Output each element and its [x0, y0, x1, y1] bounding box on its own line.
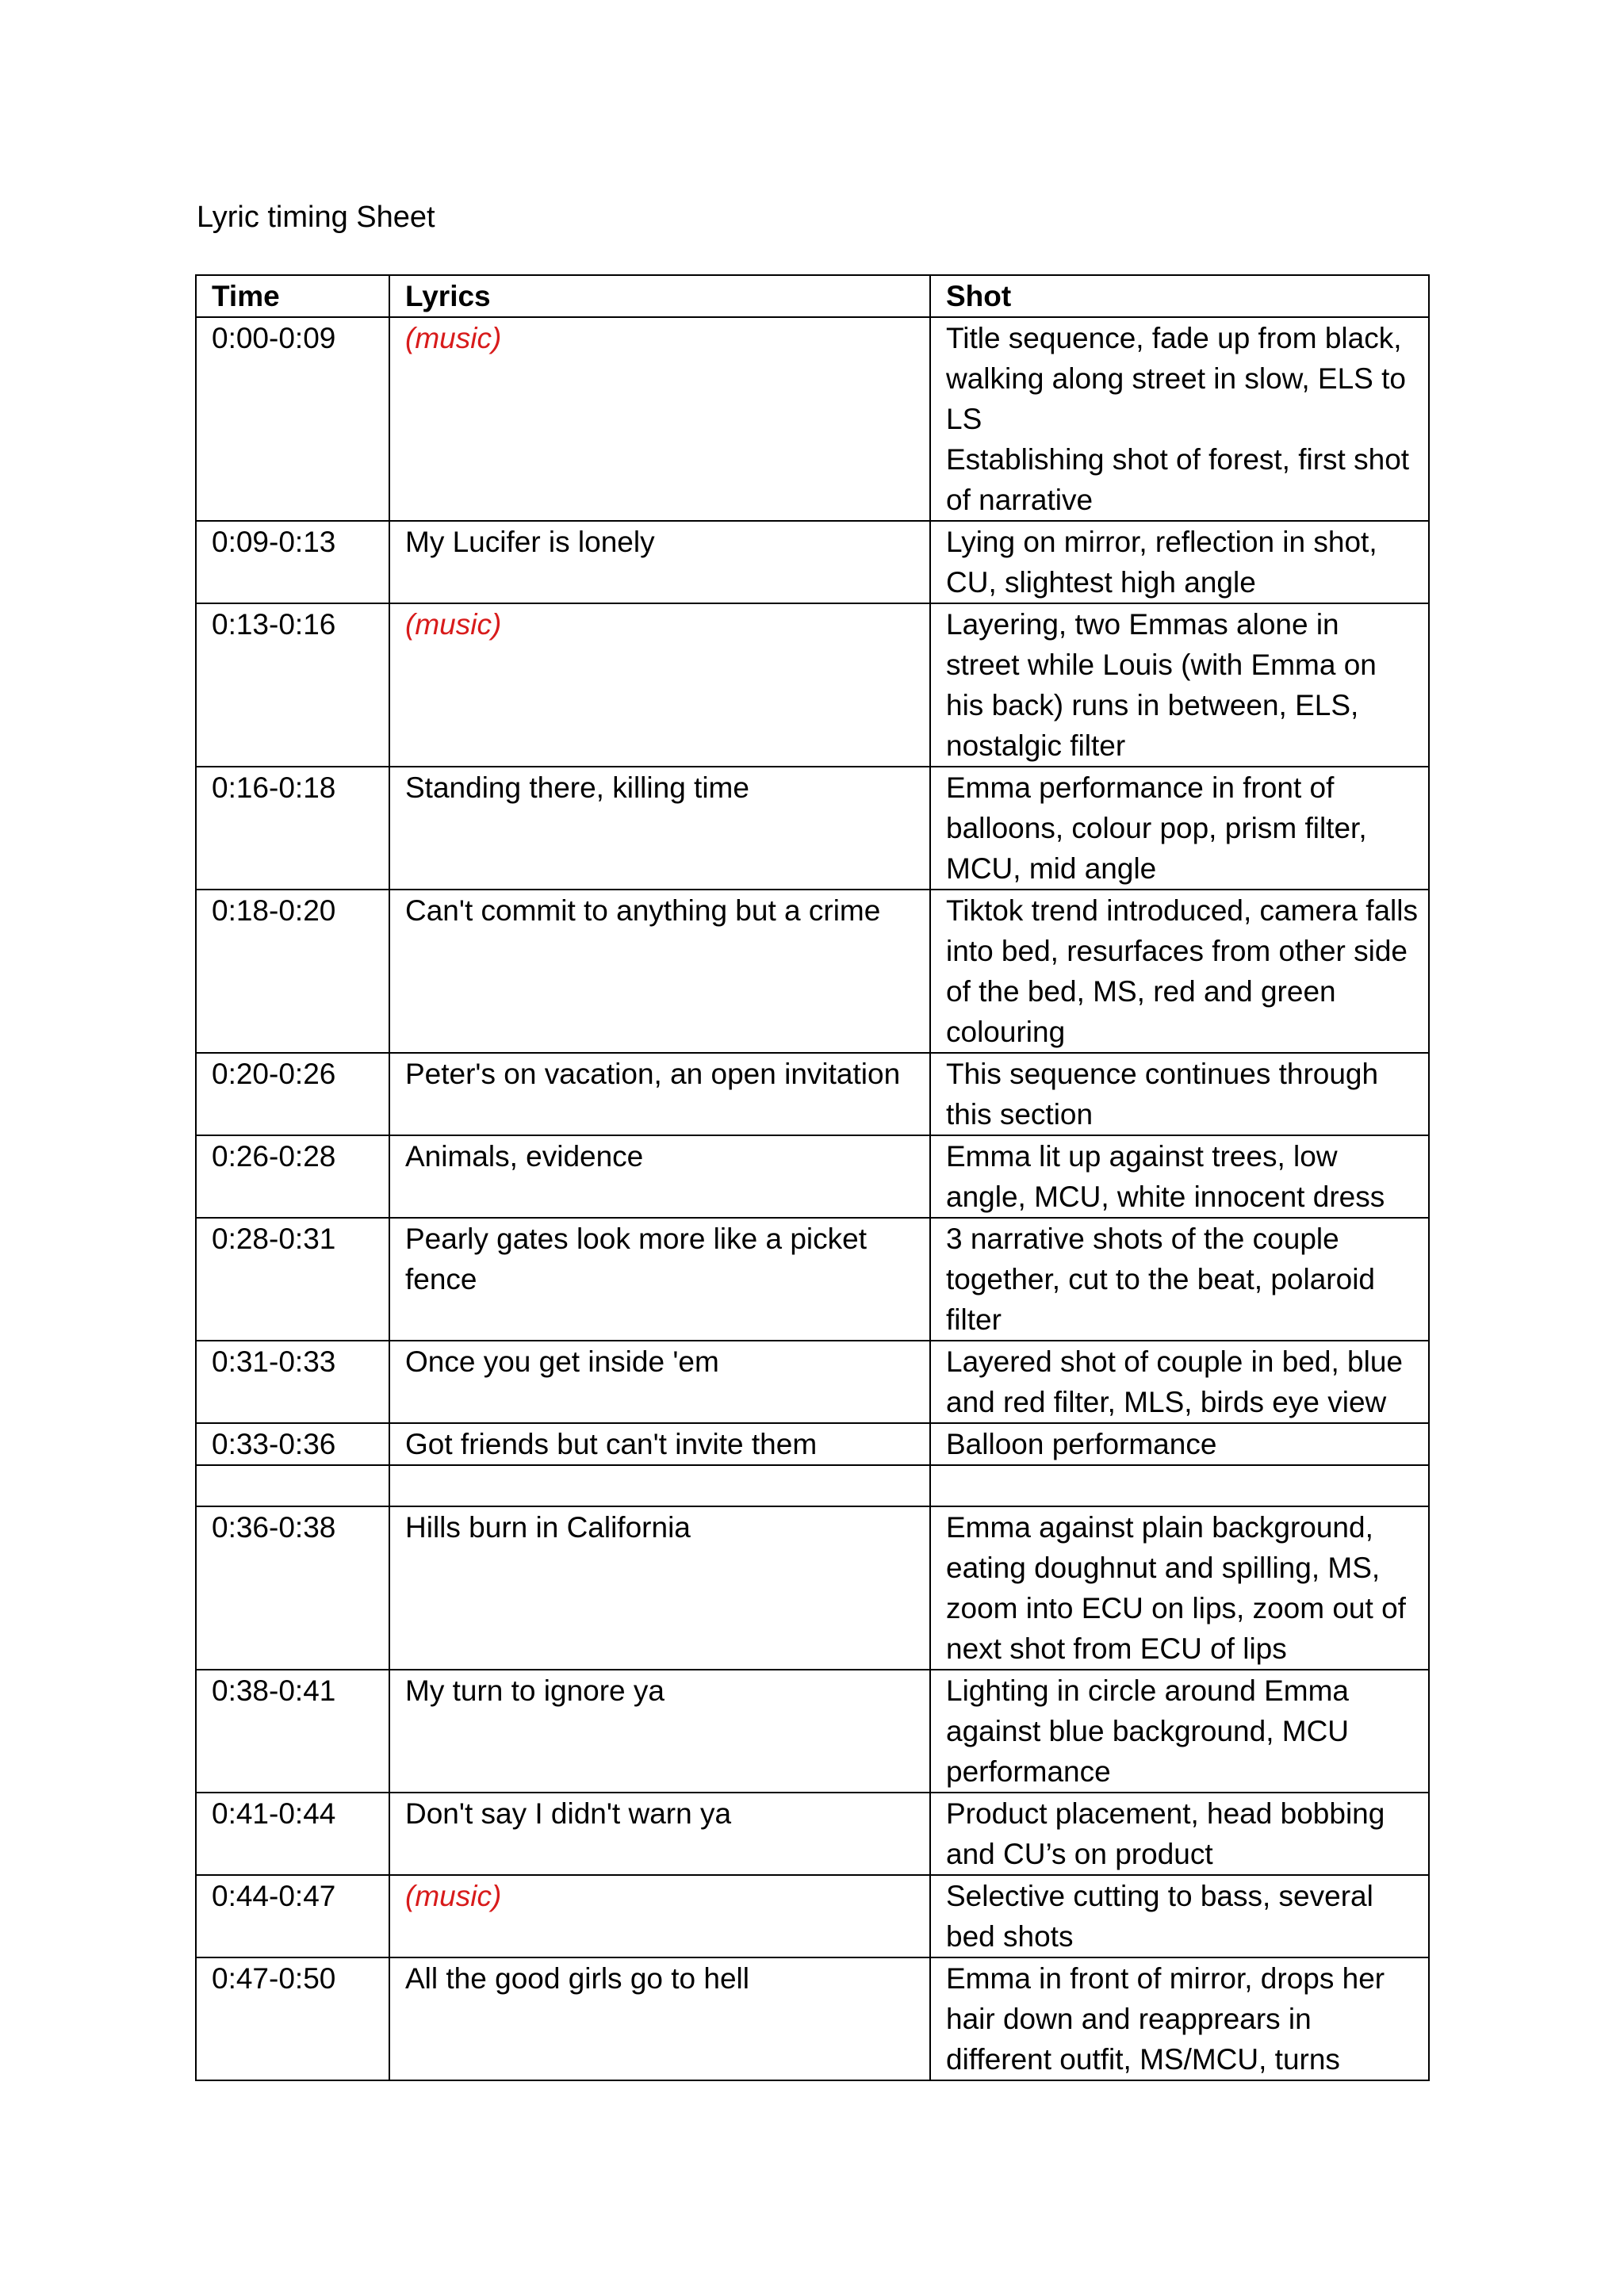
shot-description: Emma against plain background, eating doughnut and spilling, MS, zoom into ECU on lips, zoom out of next shot from ECU of lips [946, 1511, 1406, 1665]
table-row [196, 890, 1429, 1053]
header-lyrics: Lyrics [389, 275, 930, 317]
shot-description: Tiktok trend introduced, camera falls into bed, resurfaces from other side of the bed, MS, red and green colouring [946, 894, 1418, 1048]
table-row [196, 767, 1429, 890]
cell-shot [930, 1506, 1429, 1670]
cell-shot [930, 1465, 1429, 1506]
table-body [196, 317, 1429, 2080]
shot-description-extra: Establishing shot of forest, first shot of narrative [946, 443, 1410, 516]
cell-lyrics: Don't say I didn't warn ya [389, 1793, 930, 1875]
shot-description: Title sequence, fade up from black, walking along street in slow, ELS to LS [946, 322, 1406, 435]
table-row [196, 1465, 1429, 1506]
table-row [196, 1135, 1429, 1218]
cell-lyrics: Got friends but can't invite them [389, 1423, 930, 1465]
cell-shot [930, 317, 1429, 521]
cell-shot [930, 1957, 1429, 2080]
header-shot: Shot [930, 275, 1429, 317]
cell-lyrics: My Lucifer is lonely [389, 521, 930, 603]
cell-time: 0:47-0:50 [196, 1957, 389, 2080]
table-row [196, 1670, 1429, 1793]
table-row [196, 1218, 1429, 1341]
shot-description: Selective cutting to bass, several bed shots [946, 1880, 1373, 1953]
cell-time: 0:20-0:26 [196, 1053, 389, 1135]
cell-shot [930, 1135, 1429, 1218]
table-row [196, 1506, 1429, 1670]
cell-time: 0:38-0:41 [196, 1670, 389, 1793]
shot-description: Product placement, head bobbing and CU’s on product [946, 1797, 1385, 1870]
shot-description: Emma in front of mirror, drops her hair down and reapprears in different outfit, MS/MCU, turns [946, 1962, 1385, 2076]
cell-shot [930, 890, 1429, 1053]
cell-shot [930, 521, 1429, 603]
cell-shot [930, 1423, 1429, 1465]
cell-time: 0:18-0:20 [196, 890, 389, 1053]
cell-lyrics: Standing there, killing time [389, 767, 930, 890]
cell-shot [930, 1670, 1429, 1793]
shot-description: Emma lit up against trees, low angle, MCU, white innocent dress [946, 1140, 1385, 1213]
cell-time: 0:26-0:28 [196, 1135, 389, 1218]
cell-shot [930, 1218, 1429, 1341]
shot-description: Layered shot of couple in bed, blue and red filter, MLS, birds eye view [946, 1345, 1403, 1418]
cell-shot [930, 1053, 1429, 1135]
cell-time: 0:36-0:38 [196, 1506, 389, 1670]
table-row [196, 1423, 1429, 1465]
cell-time: 0:16-0:18 [196, 767, 389, 890]
shot-description: This sequence continues through this section [946, 1058, 1379, 1131]
cell-time: 0:44-0:47 [196, 1875, 389, 1957]
cell-lyrics: Once you get inside 'em [389, 1341, 930, 1423]
shot-description: 3 narrative shots of the couple together, cut to the beat, polaroid filter [946, 1223, 1375, 1336]
shot-description: Lying on mirror, reflection in shot, CU, slightest high angle [946, 526, 1377, 599]
cell-shot [930, 1875, 1429, 1957]
table-row [196, 1957, 1429, 2080]
shot-description: Lighting in circle around Emma against blue background, MCU performance [946, 1674, 1350, 1788]
lyric-timing-table [195, 274, 1430, 2081]
table-row [196, 521, 1429, 603]
shot-description: Layering, two Emmas alone in street while Louis (with Emma on his back) runs in between, ELS, nostalgic filter [946, 608, 1377, 762]
cell-time: 0:31-0:33 [196, 1341, 389, 1423]
table-header-row [196, 275, 1429, 317]
cell-lyrics: Animals, evidence [389, 1135, 930, 1218]
cell-time: 0:09-0:13 [196, 521, 389, 603]
shot-description: Emma performance in front of balloons, colour pop, prism filter, MCU, mid angle [946, 771, 1367, 885]
shot-description: Balloon performance [946, 1428, 1217, 1460]
table-row [196, 1341, 1429, 1423]
cell-lyrics-music: (music) [389, 603, 930, 767]
cell-lyrics: All the good girls go to hell [389, 1957, 930, 2080]
table-row [196, 317, 1429, 521]
cell-lyrics-music: (music) [389, 1875, 930, 1957]
cell-lyrics: Hills burn in California [389, 1506, 930, 1670]
cell-lyrics: My turn to ignore ya [389, 1670, 930, 1793]
table-row [196, 603, 1429, 767]
cell-lyrics: Peter's on vacation, an open invitation [389, 1053, 930, 1135]
cell-time: 0:33-0:36 [196, 1423, 389, 1465]
cell-time: 0:41-0:44 [196, 1793, 389, 1875]
page-title: Lyric timing Sheet [197, 201, 435, 234]
table-row [196, 1875, 1429, 1957]
table-row [196, 1793, 1429, 1875]
cell-lyrics-music: (music) [389, 317, 930, 521]
cell-shot [930, 1341, 1429, 1423]
cell-shot [930, 1793, 1429, 1875]
cell-time: 0:00-0:09 [196, 317, 389, 521]
cell-time: 0:13-0:16 [196, 603, 389, 767]
cell-time: 0:28-0:31 [196, 1218, 389, 1341]
header-time: Time [196, 275, 389, 317]
cell-lyrics: Can't commit to anything but a crime [389, 890, 930, 1053]
cell-shot [930, 603, 1429, 767]
table-row [196, 1053, 1429, 1135]
cell-lyrics: Pearly gates look more like a picket fence [389, 1218, 930, 1341]
cell-lyrics [389, 1465, 930, 1506]
cell-shot [930, 767, 1429, 890]
cell-time [196, 1465, 389, 1506]
